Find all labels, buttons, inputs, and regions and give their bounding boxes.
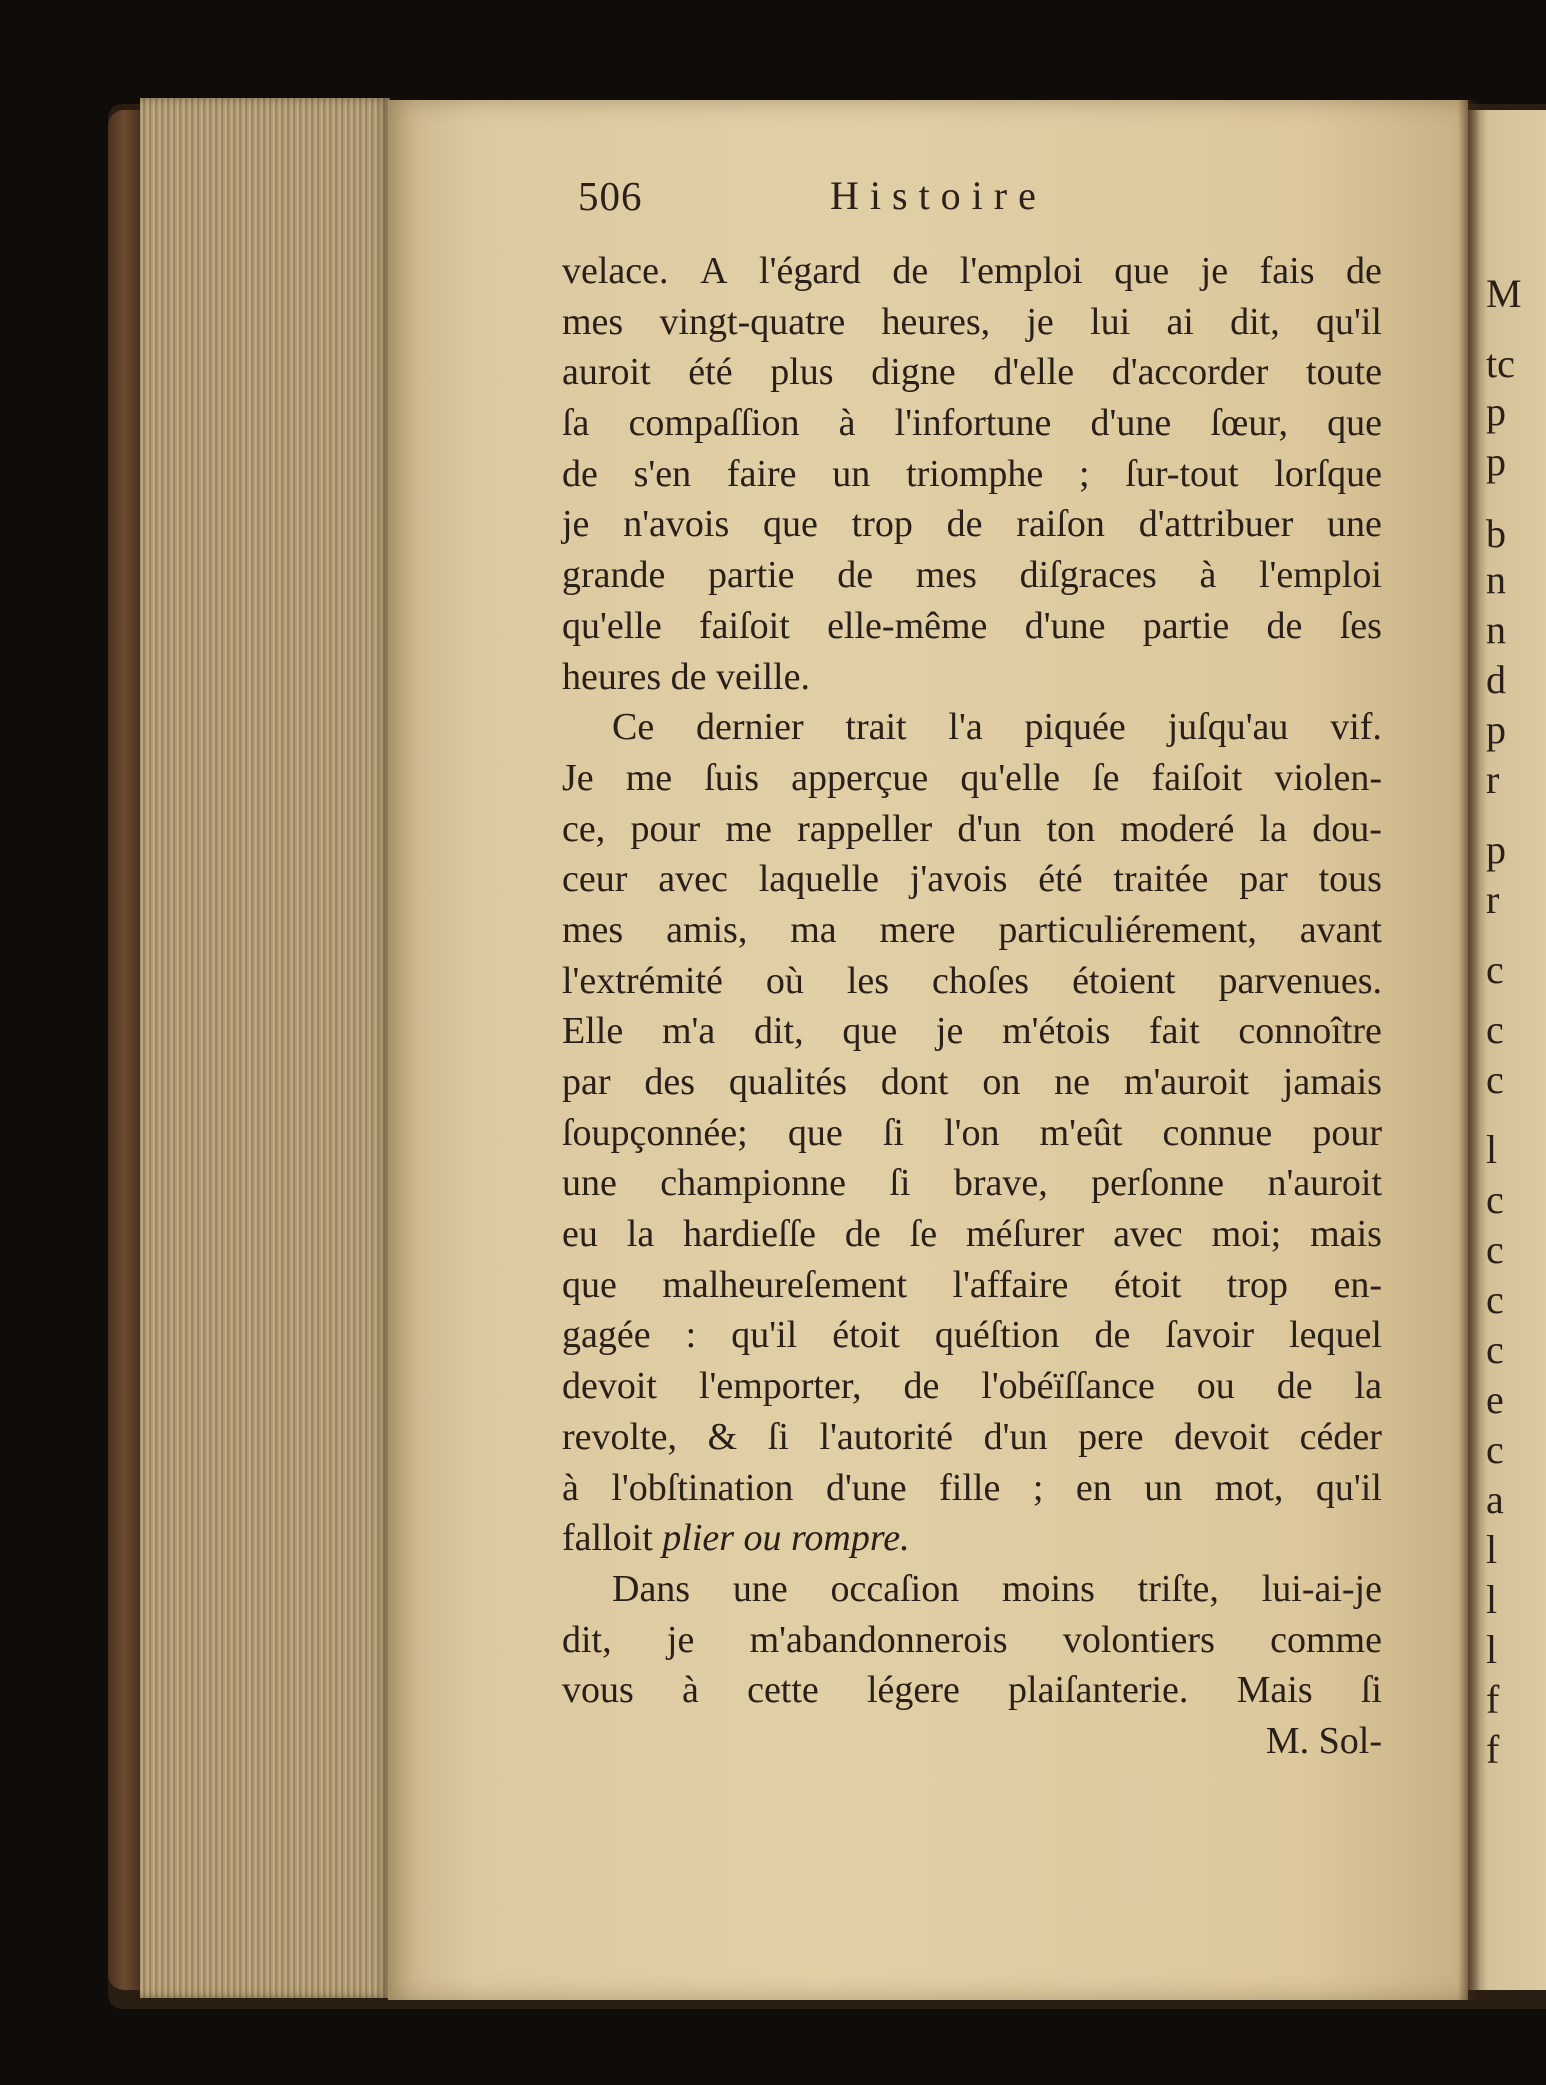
text-line: qu'elle faiſoit elle-même d'une partie de ſes [562, 604, 1382, 647]
text-line: heures de veille. [562, 655, 810, 698]
facing-page-fragment: l [1486, 1527, 1498, 1572]
facing-page-fragment: c [1486, 1427, 1504, 1472]
text-line: M. Sol- [1265, 1719, 1382, 1762]
text-line: grande partie de mes diſgraces à l'emploi [562, 554, 1382, 597]
text-line: vous à cette légere plaiſanterie. Mais ſi [562, 1669, 1382, 1712]
text-line: ſoupçonnée; que ſi l'on m'eût connue pour [562, 1111, 1382, 1154]
running-head: Histoire [830, 173, 1047, 218]
facing-page-fragment: c [1486, 1227, 1504, 1272]
facing-page-fragment: f [1486, 1727, 1500, 1772]
facing-page-fragment: b [1486, 511, 1506, 556]
facing-page-fragment: f [1486, 1677, 1500, 1722]
text-line: ce, pour me rappeller d'un ton moderé la dou- [562, 807, 1382, 850]
facing-page-fragment: l [1486, 1627, 1498, 1672]
text-line: je n'avois que trop de raiſon d'attribuer une [562, 503, 1382, 546]
facing-page-fragment: tc [1486, 341, 1515, 386]
page-edges [140, 98, 390, 1998]
facing-page-fragment: d [1486, 657, 1506, 702]
italic-run: plier ou rompre. [662, 1517, 910, 1560]
facing-page-fragment: l [1486, 1127, 1498, 1172]
text-line: ceur avec laquelle j'avois été traitée par tous [562, 858, 1382, 901]
text-line: dit, je m'abandonnerois volontiers comme [562, 1618, 1382, 1661]
facing-page-fragment: p [1486, 389, 1506, 434]
facing-page-fragment: M [1486, 271, 1522, 316]
text-line: auroit été plus digne d'elle d'accorder toute [562, 351, 1382, 394]
text-line: gagée : qu'il étoit quéſtion de ſavoir lequel [562, 1314, 1382, 1357]
facing-page-fragment: c [1486, 1057, 1504, 1102]
text-line: mes vingt-quatre heures, je lui ai dit, qu'il [562, 300, 1382, 343]
text-line: que malheureſement l'affaire étoit trop en- [562, 1263, 1382, 1306]
text-line: par des qualités dont on ne m'auroit jamais [562, 1061, 1382, 1103]
facing-page-fragment: n [1486, 557, 1506, 602]
text-run: falloit [562, 1517, 663, 1560]
text-line: Dans une occaſion moins triſte, lui-ai-je [612, 1567, 1382, 1610]
facing-page-fragment: e [1486, 1377, 1504, 1422]
facing-page-fragment: p [1486, 707, 1506, 752]
facing-page-fragment: p [1486, 827, 1506, 872]
facing-page-fragment: c [1486, 1007, 1504, 1052]
body-text [562, 246, 1382, 1767]
text-line [562, 1513, 1382, 1564]
gutter-shadow [1458, 100, 1480, 2000]
text-line: de s'en faire un triomphe ; ſur-tout lorſque [562, 452, 1382, 495]
text-line: à l'obſtination d'une fille ; en un mot, qu'il [562, 1466, 1382, 1509]
facing-page-fragment: c [1486, 1327, 1504, 1372]
page-number: 506 [578, 173, 643, 219]
text-line: Elle m'a dit, que je m'étois fait connoître [562, 1010, 1382, 1053]
text-line: velace. A l'égard de l'emploi que je fais de [562, 250, 1382, 292]
facing-page-fragment: r [1486, 877, 1500, 922]
page-header [578, 172, 1398, 232]
facing-page-fragment: c [1486, 1277, 1504, 1322]
text-line: une championne ſi brave, perſonne n'auroit [562, 1162, 1382, 1205]
facing-page-fragment: c [1486, 1177, 1504, 1222]
text-line: devoit l'emporter, de l'obéïſſance ou de la [562, 1365, 1382, 1408]
facing-page-fragment: a [1486, 1477, 1504, 1522]
text-line: Ce dernier trait l'a piquée juſqu'au vif. [612, 706, 1382, 749]
text-line: Je me ſuis apperçue qu'elle ſe faiſoit violen- [562, 756, 1382, 799]
text-line: mes amis, ma mere particuliérement, avant [562, 908, 1382, 951]
facing-page-fragment: l [1486, 1577, 1498, 1622]
text-line: eu la hardieſſe de ſe méſurer avec moi; mais [562, 1213, 1382, 1256]
facing-page-fragment: p [1486, 439, 1506, 484]
facing-page-fragment: r [1486, 757, 1500, 802]
text-line: revolte, & ſi l'autorité d'un pere devoit céder [562, 1415, 1382, 1458]
text-line: ſa compaſſion à l'infortune d'une ſœur, que [562, 402, 1382, 445]
facing-page-fragment: n [1486, 607, 1506, 652]
text-line: l'extrémité où les choſes étoient parvenues. [562, 959, 1382, 1002]
facing-page-fragment: c [1486, 947, 1504, 992]
